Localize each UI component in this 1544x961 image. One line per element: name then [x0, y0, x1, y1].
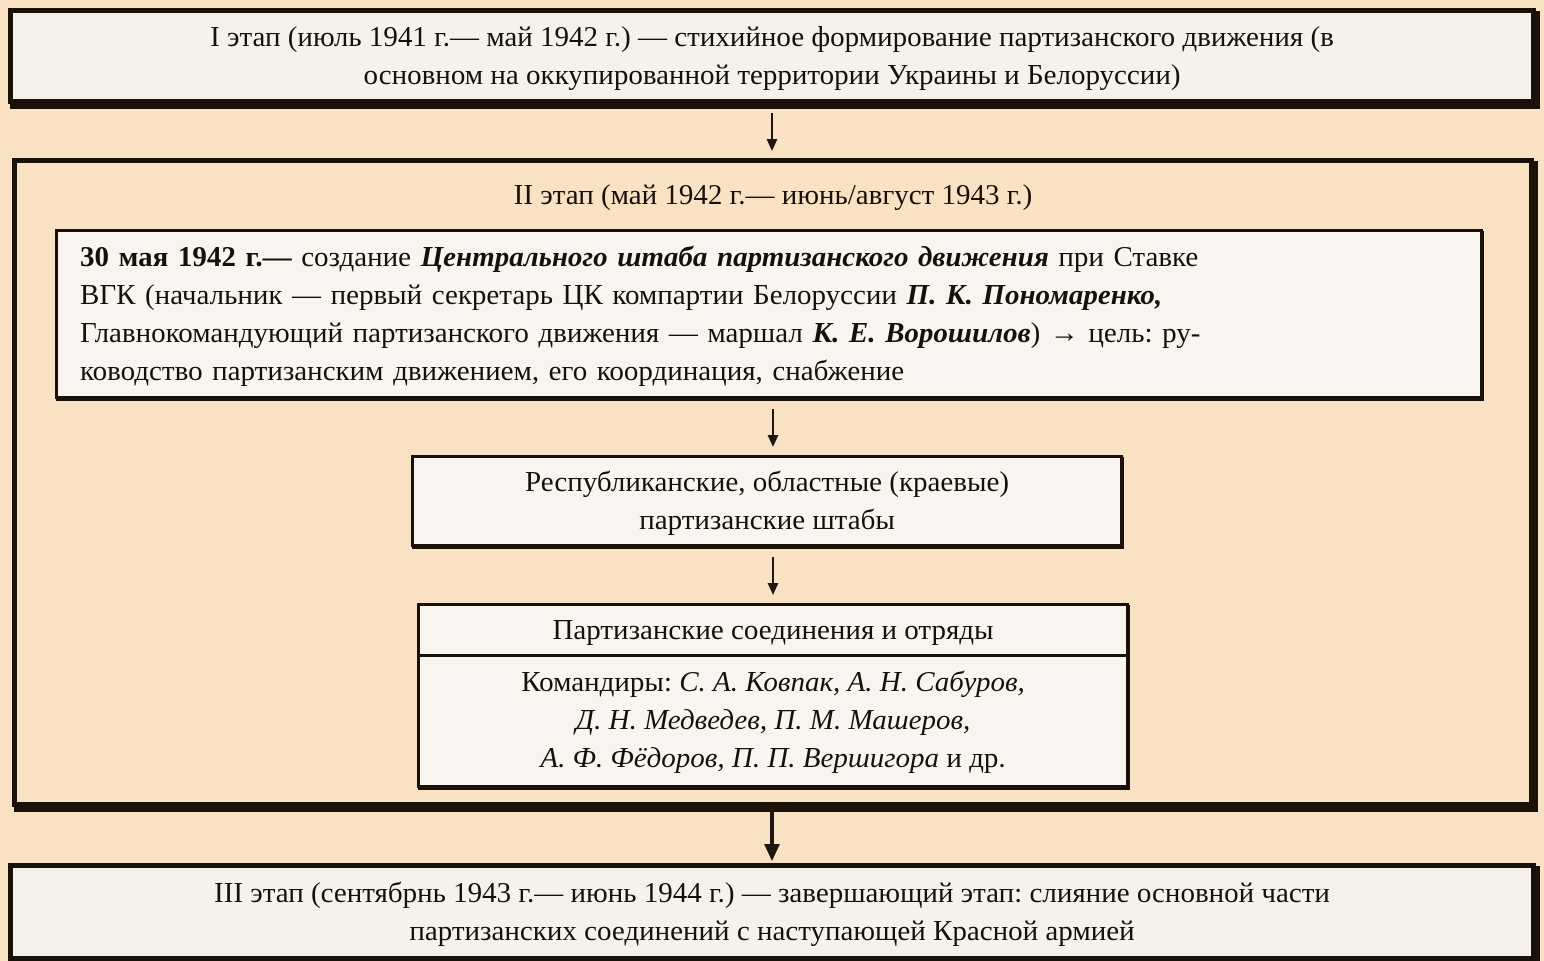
stage1-text: I этап (июль 1941 г.— май 1942 г.) — стихийное формирование партизанского движения (в основном на оккупированной территории Украины и Белоруссии): [210, 21, 1334, 91]
down-arrow-icon: [763, 555, 783, 595]
flow-arrow-row: [25, 547, 1521, 603]
down-arrow-bold-icon: [758, 809, 786, 861]
central-hq-box: 30 мая 1942 г.— создание Центрального штаба партизанского движения при Ставке ВГК (начальник — первый секретарь ЦК компартии Белоруссии П. К. Пономаренко, Главнокомандующий партизанского движения — маршал К. Е. Ворошилов) → цель: ру- ководство партизанским движением, его координация, снабжение: [55, 229, 1483, 399]
commanders-list: Командиры: С. А. Ковпак, А. Н. Сабуров, Д. Н. Медведев, П. М. Машеров, А. Ф. Фёдоров, П. П. Вершигора и др.: [521, 666, 1025, 774]
regional-staffs-box: Республиканские, областные (краевые) партизанские штабы: [411, 455, 1123, 547]
down-arrow-icon: [762, 111, 782, 151]
stage1-box: [8, 8, 1536, 104]
units-header: Партизанские соединения и отряды: [420, 606, 1126, 657]
stage3-box: [8, 863, 1536, 961]
stage3-text: III этап (сентябрнь 1943 г.— июнь 1944 г.) — завершающий этап: слияние основной части партизанских соединений с наступающей Красной армией: [214, 877, 1330, 947]
stage2-title: II этап (май 1942 г.— июнь/август 1943 г.): [513, 179, 1033, 211]
down-arrow-icon: [763, 407, 783, 447]
flow-arrow-row: [25, 399, 1521, 455]
flow-arrow-row: [8, 807, 1536, 863]
flow-arrow-row: [8, 104, 1536, 158]
units-box: [417, 603, 1129, 788]
stage2-container: [12, 158, 1534, 807]
